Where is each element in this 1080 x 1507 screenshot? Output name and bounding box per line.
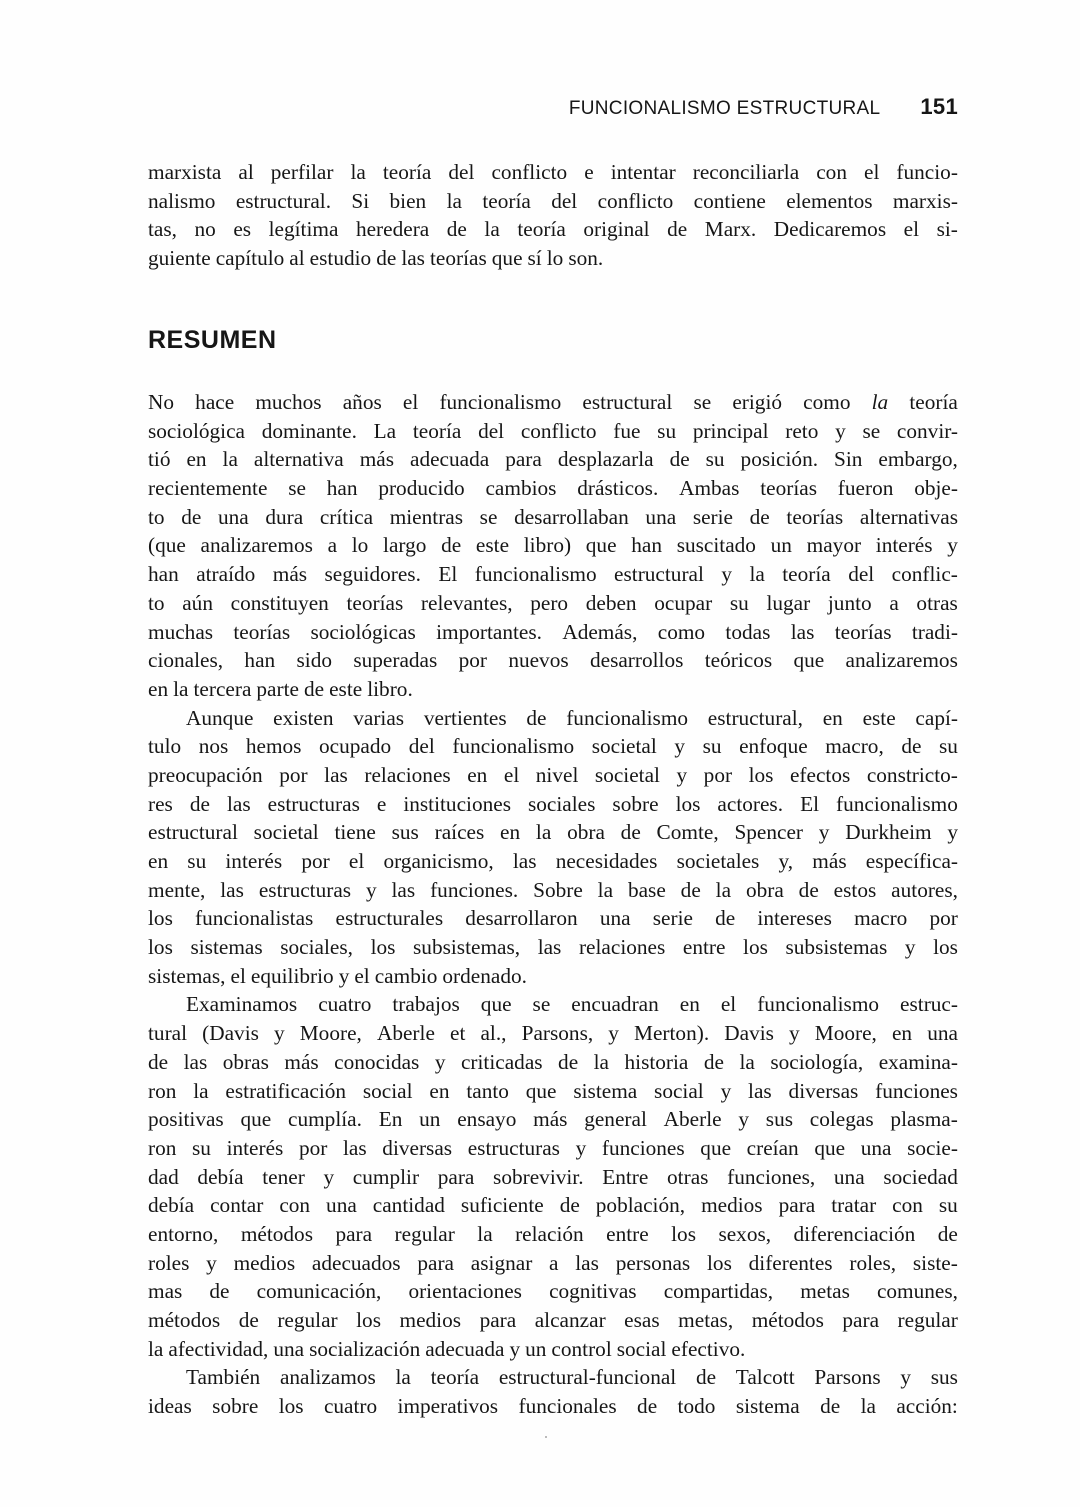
text-line: guiente capítulo al estudio de las teorías que sí lo son.	[148, 246, 604, 271]
text-line: nalismo estructural. Si bien la teoría del conflicto contiene elementos marxis-	[148, 188, 958, 213]
text-line: ron la estratificación social en tanto que sistema social y las diversas funciones	[148, 1078, 958, 1103]
text-line: sociológica dominante. La teoría del conflicto fue su principal reto y se convir-	[148, 418, 958, 443]
summary-paragraph	[148, 990, 958, 1363]
text-line: ron su interés por las diversas estructuras y funciones que creían que una socie-	[148, 1135, 958, 1160]
text-line: estructural societal tiene sus raíces en la obra de Comte, Spencer y Durkheim y	[148, 820, 958, 845]
text-line: mas de comunicación, orientaciones cognitivas compartidas, metas comunes,	[148, 1279, 958, 1304]
text-line: en su interés por el organicismo, las necesidades societales y, más específica-	[148, 849, 958, 873]
intro-paragraph	[148, 158, 958, 273]
scan-speck	[545, 1436, 547, 1438]
text-line: Aunque existen varias vertientes de funcionalismo estructural, en este capí-	[186, 705, 958, 730]
text-line: tulo nos hemos ocupado del funcionalismo societal y su enfoque macro, de su	[148, 734, 958, 759]
chapter-title: FUNCIONALISMO ESTRUCTURAL	[568, 98, 881, 119]
text-line: marxista al perfilar la teoría del conflicto e intentar reconciliarla con el funcio-	[148, 160, 958, 184]
text-line: los sistemas sociales, los subsistemas, las relaciones entre los subsistemas y los	[148, 935, 958, 960]
text-line: dad debía tener y cumplir para sobrevivir. Entre otras funciones, una sociedad	[148, 1164, 958, 1189]
text-line: mente, las estructuras y las funciones. Sobre la base de la obra de estos autores,	[148, 877, 958, 902]
text-line: preocupación por las relaciones en el nivel societal y por los efectos constricto-	[148, 762, 958, 787]
text-line: to aún constituyen teorías relevantes, pero deben ocupar su lugar junto a otras	[148, 590, 958, 615]
text-line: en la tercera parte de este libro.	[148, 676, 413, 701]
summary-section	[148, 388, 958, 1421]
text-line: tió en la alternativa más adecuada para desplazarla de su posición. Sin embargo,	[148, 447, 958, 472]
text-line: positivas que cumplía. En un ensayo más general Aberle y sus colegas plasma-	[148, 1107, 958, 1132]
summary-paragraph	[148, 1363, 958, 1420]
text-line: la afectividad, una socialización adecuada y un control social efectivo.	[148, 1336, 746, 1361]
section-heading: RESUMEN	[148, 326, 277, 354]
text-line: sistemas, el equilibrio y el cambio ordenado.	[148, 963, 527, 988]
text-line: res de las estructuras e instituciones sociales sobre los actores. El funcionalismo	[148, 791, 958, 816]
text-line: recientemente se han producido cambios drásticos. Ambas teorías fueron obje-	[148, 476, 958, 501]
text-line: roles y medios adecuados para asignar a las personas los diferentes roles, siste-	[148, 1250, 958, 1275]
text-line: ideas sobre los cuatro imperativos funcionales de todo sistema de la acción:	[148, 1394, 958, 1419]
text-line: de las obras más conocidas y criticadas de la historia de la sociología, examina-	[148, 1049, 958, 1074]
text-line: han atraído más seguidores. El funcionalismo estructural y la teoría del conflic-	[148, 562, 958, 587]
summary-paragraph	[148, 388, 958, 704]
text-line: tural (Davis y Moore, Aberle et al., Parsons, y Merton). Davis y Moore, en una	[148, 1021, 958, 1046]
text-line: entorno, métodos para regular la relación entre los sexos, diferenciación de	[148, 1221, 958, 1246]
text-line: (que analizaremos a lo largo de este libro) que han suscitado un mayor interés y	[148, 533, 958, 558]
text-line: muchas teorías sociológicas importantes. Además, como todas las teorías tradi-	[148, 619, 958, 644]
text-line: métodos de regular los medios para alcanzar esas metas, métodos para regular	[148, 1308, 958, 1332]
text-line: No hace muchos años el funcionalismo estructural se erigió como la teoría	[148, 390, 958, 414]
text-line: debía contar con una cantidad suficiente de población, medios para tratar con su	[148, 1193, 958, 1218]
running-head	[569, 94, 958, 120]
text-line: Examinamos cuatro trabajos que se encuadran en el funcionalismo estruc-	[186, 992, 958, 1017]
text-line: los funcionalistas estructurales desarrollaron una serie de intereses macro por	[148, 906, 958, 931]
text-line: to de una dura crítica mientras se desarrollaban una serie de teorías alternativas	[148, 504, 958, 529]
text-line: También analizamos la teoría estructural-funcional de Talcott Parsons y sus	[186, 1365, 958, 1390]
text-line: tas, no es legítima heredera de la teoría original de Marx. Dedicaremos el si-	[148, 217, 958, 242]
text-line: cionales, han sido superadas por nuevos desarrollos teóricos que analizaremos	[148, 648, 958, 673]
summary-paragraph	[148, 704, 958, 991]
page-number: 151	[920, 94, 958, 119]
